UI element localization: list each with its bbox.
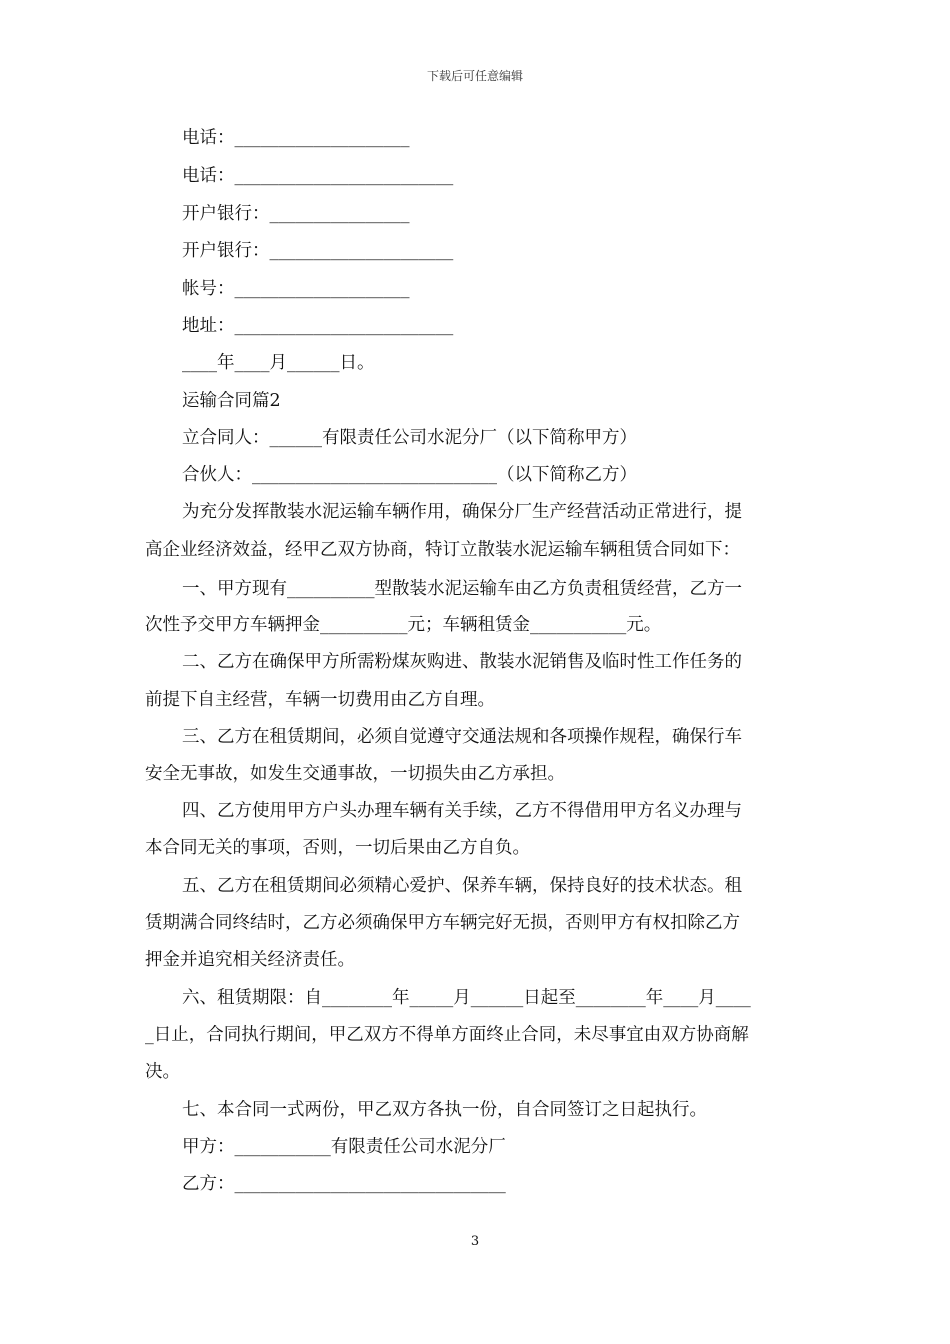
phone-line-1: 电话：____________________ <box>182 128 410 148</box>
clause-7-line: 七、本合同一式两份，甲乙双方各执一份，自合同签订之日起执行。 <box>182 1100 707 1120</box>
clause-4-line-1: 四、乙方使用甲方户头办理车辆有关手续，乙方不得借用甲方名义办理与 <box>182 801 742 821</box>
page-number: 3 <box>470 1234 480 1249</box>
section-title: 运输合同篇2 <box>182 391 281 411</box>
party-a-intro: 立合同人：______有限责任公司水泥分厂（以下简称甲方） <box>182 428 637 448</box>
account-line: 帐号：____________________ <box>182 279 410 299</box>
clause-5-line-1: 五、乙方在租赁期间必须精心爱护、保养车辆，保持良好的技术状态。租 <box>182 876 742 896</box>
clause-2-line-2: 前提下自主经营，车辆一切费用由乙方自理。 <box>145 690 495 710</box>
preamble-line-1: 为充分发挥散装水泥运输车辆作用，确保分厂生产经营活动正常进行，提 <box>182 502 742 522</box>
clause-5-line-2: 赁期满合同终结时，乙方必须确保甲方车辆完好无损，否则甲方有权扣除乙方 <box>145 913 740 933</box>
clause-4-line-2: 本合同无关的事项，否则，一切后果由乙方自负。 <box>145 838 530 858</box>
party-b-signature: 乙方：_______________________________ <box>182 1174 506 1194</box>
phone-line-2: 电话：_________________________ <box>182 166 454 186</box>
clause-6-line-1: 六、租赁期限：自________年_____月______日起至________年____月____ <box>182 988 751 1008</box>
clause-1-line-2: 次性予交甲方车辆押金__________元；车辆租赁金___________元。 <box>145 615 662 635</box>
party-a-signature: 甲方：___________有限责任公司水泥分厂 <box>182 1137 506 1157</box>
page-header: 下载后可任意编辑 <box>426 69 523 83</box>
clause-2-line-1: 二、乙方在确保甲方所需粉煤灰购进、散装水泥销售及临时性工作任务的 <box>182 652 742 672</box>
bank-line-2: 开户银行：_____________________ <box>182 241 454 261</box>
party-b-intro: 合伙人：____________________________（以下简称乙方） <box>182 465 637 485</box>
date-line: ____年____月______日。 <box>182 353 375 373</box>
preamble-line-2: 高企业经济效益，经甲乙双方协商，特订立散装水泥运输车辆租赁合同如下： <box>145 540 740 560</box>
clause-5-line-3: 押金并追究相关经济责任。 <box>145 950 355 970</box>
address-line: 地址：_________________________ <box>182 316 454 336</box>
clause-3-line-2: 安全无事故，如发生交通事故，一切损失由乙方承担。 <box>145 764 565 784</box>
clause-3-line-1: 三、乙方在租赁期间，必须自觉遵守交通法规和各项操作规程，确保行车 <box>182 727 742 747</box>
clause-6-line-3: 决。 <box>145 1062 180 1082</box>
bank-line-1: 开户银行：________________ <box>182 204 410 224</box>
clause-6-line-2: _日止，合同执行期间，甲乙双方不得单方面终止合同，未尽事宜由双方协商解 <box>145 1025 749 1045</box>
clause-1-line-1: 一、甲方现有__________型散装水泥运输车由乙方负责租赁经营，乙方一 <box>182 579 742 599</box>
